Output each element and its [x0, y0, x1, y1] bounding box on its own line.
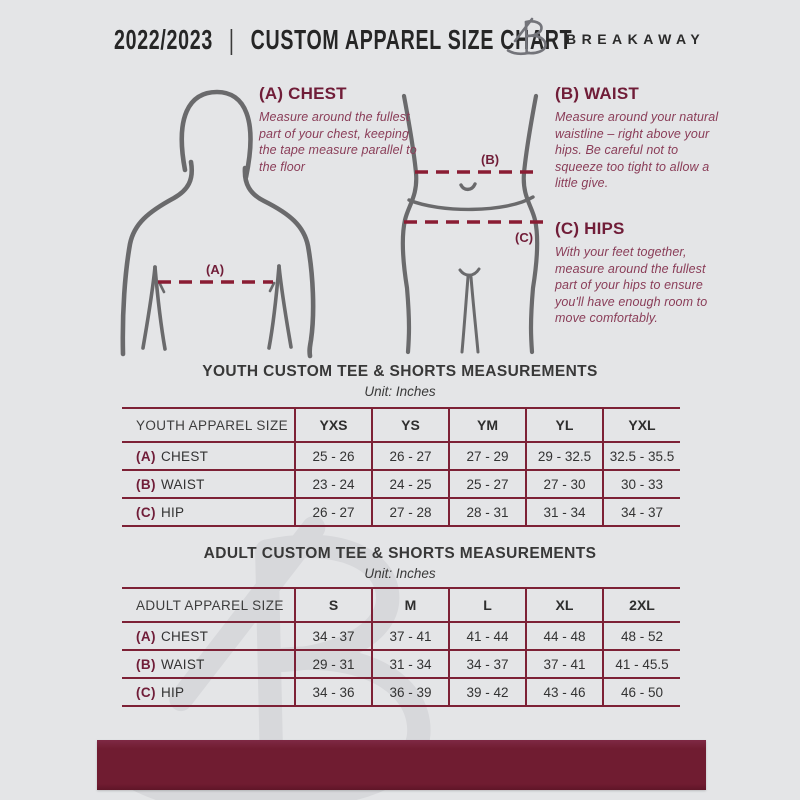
table-cell: 25 - 27 [449, 470, 526, 498]
row-prefix: (B) [136, 476, 156, 492]
hips-instructions: With your feet together, measure around the fullest part of your hips to ensure you'll have enough room to move comfortably. [555, 245, 708, 325]
row-prefix: (B) [136, 656, 156, 672]
row-label: HIP [160, 684, 185, 700]
chest-marker-label: (A) [206, 262, 225, 277]
youth-size-table [122, 407, 680, 527]
table-cell: 37 - 41 [526, 650, 603, 678]
table-row [122, 442, 680, 470]
season-label: 2022/2023 [114, 24, 213, 55]
waist-marker-label: (B) [481, 152, 500, 167]
table-cell: 26 - 27 [295, 498, 372, 526]
row-header [122, 498, 295, 526]
table-cell: 43 - 46 [526, 678, 603, 706]
table-cell: 27 - 30 [526, 470, 603, 498]
youth-table-title: YOUTH CUSTOM TEE & SHORTS MEASUREMENTS [202, 363, 598, 380]
table-row [122, 498, 680, 526]
brand-name: BREAKAWAY [566, 31, 706, 47]
table-row [122, 470, 680, 498]
youth-header-row [122, 408, 680, 442]
column-header: YXL [603, 408, 680, 442]
row-label: WAIST [160, 656, 205, 672]
row-header [122, 622, 295, 650]
table-cell: 31 - 34 [372, 650, 449, 678]
row-header [122, 442, 295, 470]
column-header: YXS [295, 408, 372, 442]
column-header: L [449, 588, 526, 622]
youth-table-unit: Unit: Inches [364, 384, 436, 399]
table-cell: 25 - 26 [295, 442, 372, 470]
table-row [122, 650, 680, 678]
table-row [122, 678, 680, 706]
table-cell: 34 - 37 [295, 622, 372, 650]
table-cell: 41 - 44 [449, 622, 526, 650]
row-prefix: (A) [136, 628, 156, 644]
table-cell: 30 - 33 [603, 470, 680, 498]
hips-section-heading: (C) HIPS [555, 219, 625, 238]
table-cell: 27 - 29 [449, 442, 526, 470]
column-header: YL [526, 408, 603, 442]
column-header: XL [526, 588, 603, 622]
waist-section-heading: (B) WAIST [555, 84, 639, 103]
table-cell: 48 - 52 [603, 622, 680, 650]
table-cell: 31 - 34 [526, 498, 603, 526]
table-cell: 29 - 31 [295, 650, 372, 678]
row-label: CHEST [160, 448, 209, 464]
row-prefix: (C) [136, 684, 156, 700]
table-cell: 34 - 37 [449, 650, 526, 678]
adult-table-unit: Unit: Inches [364, 566, 436, 581]
table-cell: 34 - 36 [295, 678, 372, 706]
column-header: M [372, 588, 449, 622]
table-cell: 37 - 41 [372, 622, 449, 650]
row-label: WAIST [160, 476, 205, 492]
column-header: YM [449, 408, 526, 442]
table-cell: 36 - 39 [372, 678, 449, 706]
table-cell: 26 - 27 [372, 442, 449, 470]
page-title: CUSTOM APPAREL SIZE CHART [250, 24, 573, 55]
table-cell: 34 - 37 [603, 498, 680, 526]
column-header: YOUTH APPAREL SIZE [122, 408, 295, 442]
adult-header-row [122, 588, 680, 622]
table-row [122, 622, 680, 650]
masthead-separator: | [228, 24, 235, 55]
table-cell: 32.5 - 35.5 [603, 442, 680, 470]
row-header [122, 650, 295, 678]
adult-table-title: ADULT CUSTOM TEE & SHORTS MEASUREMENTS [203, 545, 597, 562]
breakaway-logo-icon [505, 17, 555, 59]
row-header [122, 470, 295, 498]
waist-instructions: Measure around your natural waistline – right above your hips. Be careful not to squeeze too tight to allow a little give. [555, 110, 719, 190]
chest-instructions: Measure around the fullest part of your chest, keeping the tape measure parallel to the floor [259, 110, 417, 174]
table-cell: 29 - 32.5 [526, 442, 603, 470]
table-cell: 41 - 45.5 [603, 650, 680, 678]
table-cell: 24 - 25 [372, 470, 449, 498]
column-header: S [295, 588, 372, 622]
table-cell: 39 - 42 [449, 678, 526, 706]
footer-accent-bar [97, 740, 706, 790]
row-prefix: (C) [136, 504, 156, 520]
row-label: CHEST [160, 628, 209, 644]
row-header [122, 678, 295, 706]
column-header: ADULT APPAREL SIZE [122, 588, 295, 622]
table-cell: 23 - 24 [295, 470, 372, 498]
adult-size-table [122, 587, 680, 707]
row-prefix: (A) [136, 448, 156, 464]
column-header: 2XL [603, 588, 680, 622]
table-cell: 46 - 50 [603, 678, 680, 706]
column-header: YS [372, 408, 449, 442]
hip-marker-label: (C) [515, 230, 534, 245]
chest-section-heading: (A) CHEST [259, 84, 347, 103]
table-cell: 28 - 31 [449, 498, 526, 526]
table-cell: 44 - 48 [526, 622, 603, 650]
table-cell: 27 - 28 [372, 498, 449, 526]
row-label: HIP [160, 504, 185, 520]
